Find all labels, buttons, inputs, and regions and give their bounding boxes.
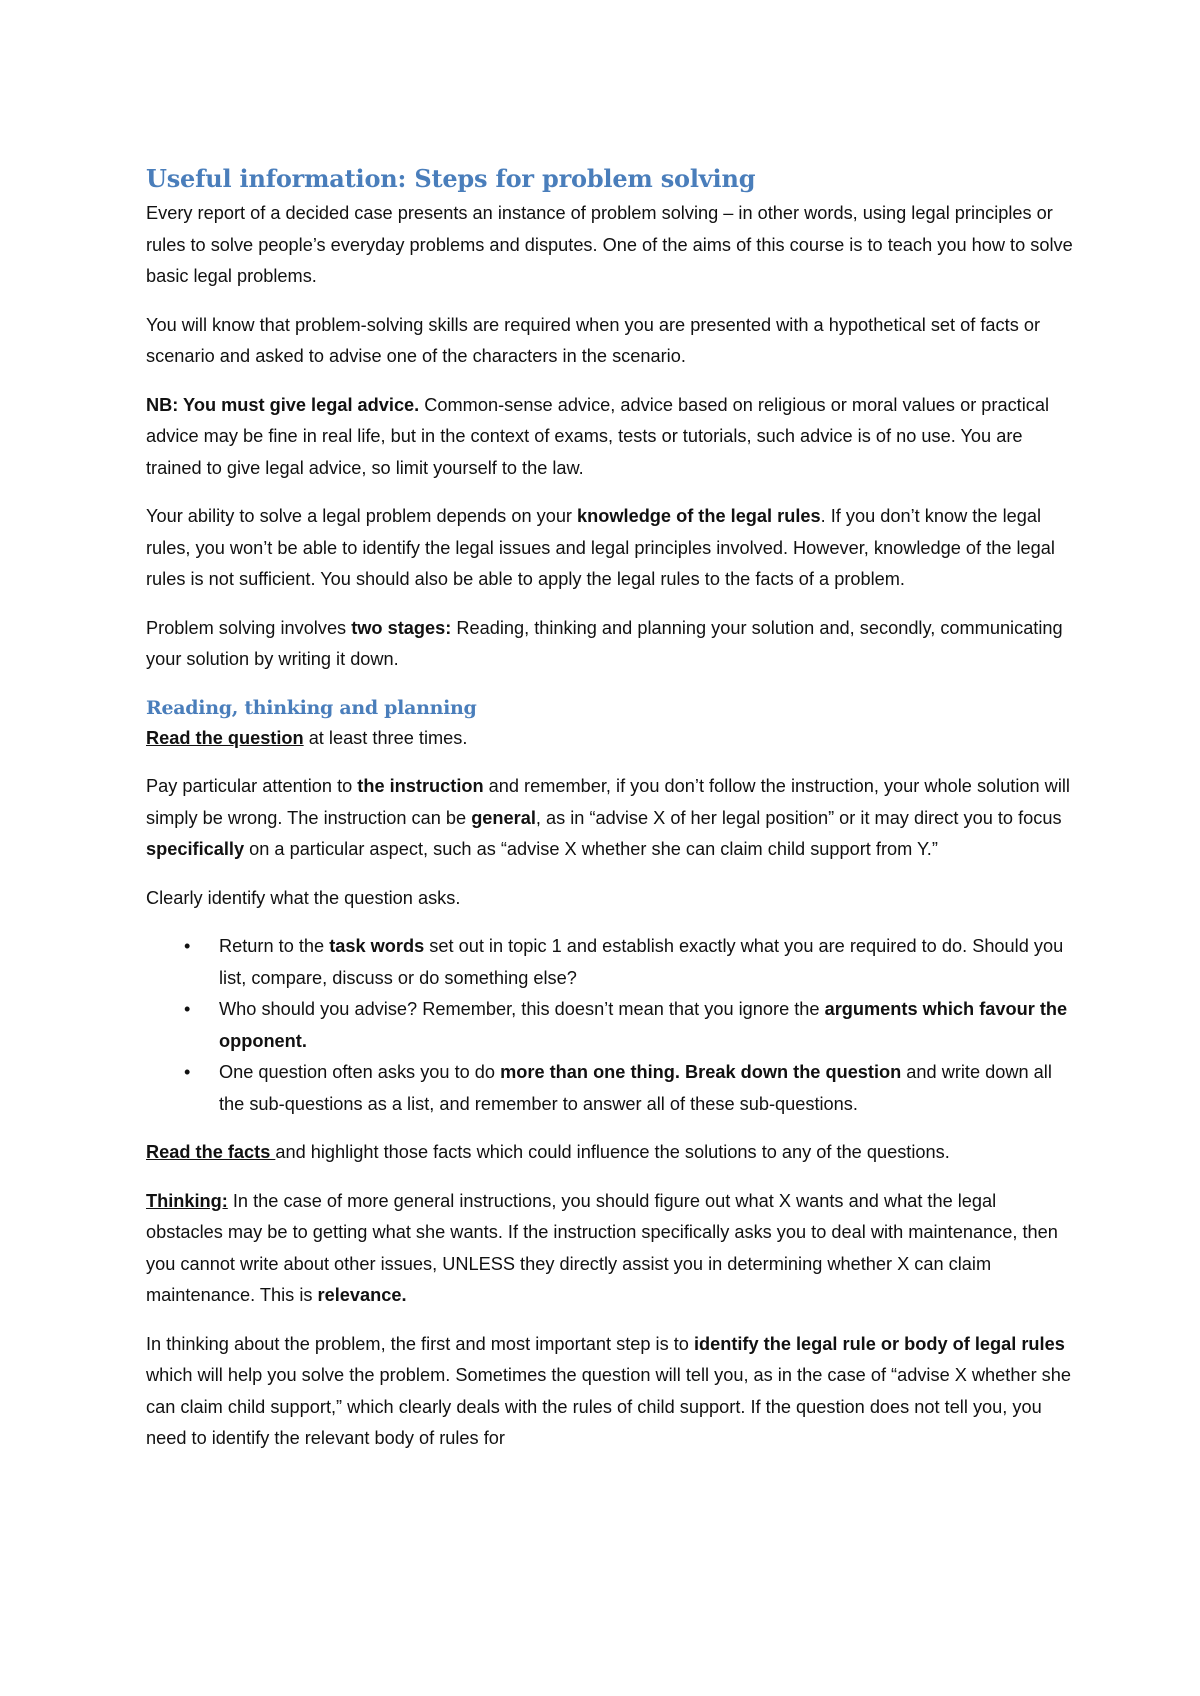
bullet-icon: • [184,936,191,956]
legal-rule-bold: identify the legal rule or body of legal rules [693,1333,1065,1354]
nb-paragraph [146,390,1076,485]
list-item-text: Return to the [219,936,330,956]
read-question-text: at least three times. [303,727,468,748]
clearly-text: Clearly identify what the question asks. [146,887,461,908]
thinking-bold: relevance. [317,1285,407,1305]
scenario-paragraph [146,310,1076,373]
thinking-text: In the case of more general instructions, you should figure out what X wants and what the legal obstacles may be to getting what she wants. If the instruction specifically asks you to deal with maintenance, then you cannot write about other issues, UNLESS they directly assist you in determining whether X can claim maintenance. This is [146,1190,1058,1305]
list-item-text: and write down all the sub-questions as a list, and remember to answer all of these sub-questions. [219,1062,1052,1114]
facts-underlined: Read the facts [146,1142,276,1162]
bullet-icon: • [184,1062,191,1082]
list-item-bold: arguments which favour the opponent. [219,999,1068,1051]
facts-paragraph [146,1137,1076,1169]
stages-text-b: Reading, thinking and planning your solution and, secondly, communicating your solution by writing it down. [146,617,1063,669]
stages-bold: two stages: [351,617,452,638]
facts-text: and highlight those facts which could influence the solutions to any of the questions. [275,1142,950,1162]
list-item-bold: task words [329,936,425,956]
instruction-text-a: Pay particular attention to [146,776,358,796]
read-question-underlined: Read the question [146,727,304,748]
list-item [146,931,1076,994]
list-item [146,994,1076,1057]
nb-text: Common-sense advice, advice based on religious or moral values or practical advice may be fine in real life, but in the context of exams, tests or tutorials, such advice is of no use. You are trained to give legal advice, so limit yourself to the law. [146,394,1050,478]
list-item-text: Who should you advise? Remember, this doesn’t mean that you ignore the [219,999,825,1019]
read-question-paragraph [146,723,1076,755]
intro-paragraph [146,198,1076,293]
facts-label [146,1142,275,1162]
instruction-bold-2: general [471,807,536,828]
legal-rule-text-a: In thinking about the problem, the first and most important step is to [146,1333,694,1354]
section-heading: Reading, thinking and planning [146,696,477,719]
intro-text: Every report of a decided case presents an instance of problem solving – in other words, using legal principles or rules to solve people’s everyday problems and disputes. One of the aims of this course is to teach you how to solve basic legal problems. [146,203,1073,286]
instruction-paragraph [146,771,1076,866]
stages-text-a: Problem solving involves [146,617,352,638]
read-question-label [146,728,304,748]
ability-text-a: Your ability to solve a legal problem depends on your [146,506,578,526]
ability-paragraph [146,501,1076,596]
instruction-text-b: and remember, if you don’t follow the instruction, your whole solution will simply be wrong. The instruction can be [146,776,1070,828]
nb-bold: NB: You must give legal advice. [146,394,420,415]
instruction-bold-1: the instruction [357,776,484,796]
legal-rule-paragraph [146,1329,1076,1455]
instruction-text-c: , as in “advise X of her legal position” or it may direct you to focus [535,807,1062,828]
bullet-list [146,931,1076,1120]
thinking-underlined: Thinking: [146,1190,228,1211]
thinking-label [146,1191,228,1211]
instruction-bold-3: specifically [146,839,245,859]
ability-text-b: . If you don’t know the legal rules, you won’t be able to identify the legal issues and legal principles involved. However, knowledge of the legal rules is not sufficient. You should also be able to apply the legal rules to the facts of a problem. [146,506,1055,589]
instruction-text-d: on a particular aspect, such as “advise X whether she can claim child support from Y.” [244,839,938,859]
list-item [146,1057,1076,1120]
list-item-bold: more than one thing. Break down the question [500,1062,902,1082]
list-item-text: One question often asks you to do [219,1062,501,1082]
clearly-paragraph [146,883,1076,915]
stages-paragraph [146,613,1076,676]
bullet-icon: • [184,999,191,1019]
legal-rule-text-b: which will help you solve the problem. Sometimes the question will tell you, as in the case of “advise X whether she can claim child support,” which clearly deals with the rules of child support. If the question does not tell you, you need to identify the relevant body of rules for [146,1365,1071,1448]
document-page [146,162,1076,1455]
scenario-text: You will know that problem-solving skills are required when you are presented with a hypothetical set of facts or scenario and asked to advise one of the characters in the scenario. [146,314,1041,366]
list-item-text: set out in topic 1 and establish exactly what you are required to do. Should you list, compare, discuss or do something else? [219,936,1064,988]
ability-bold: knowledge of the legal rules [577,506,821,526]
page-title: Useful information: Steps for problem solving [146,164,756,193]
thinking-paragraph [146,1186,1076,1312]
